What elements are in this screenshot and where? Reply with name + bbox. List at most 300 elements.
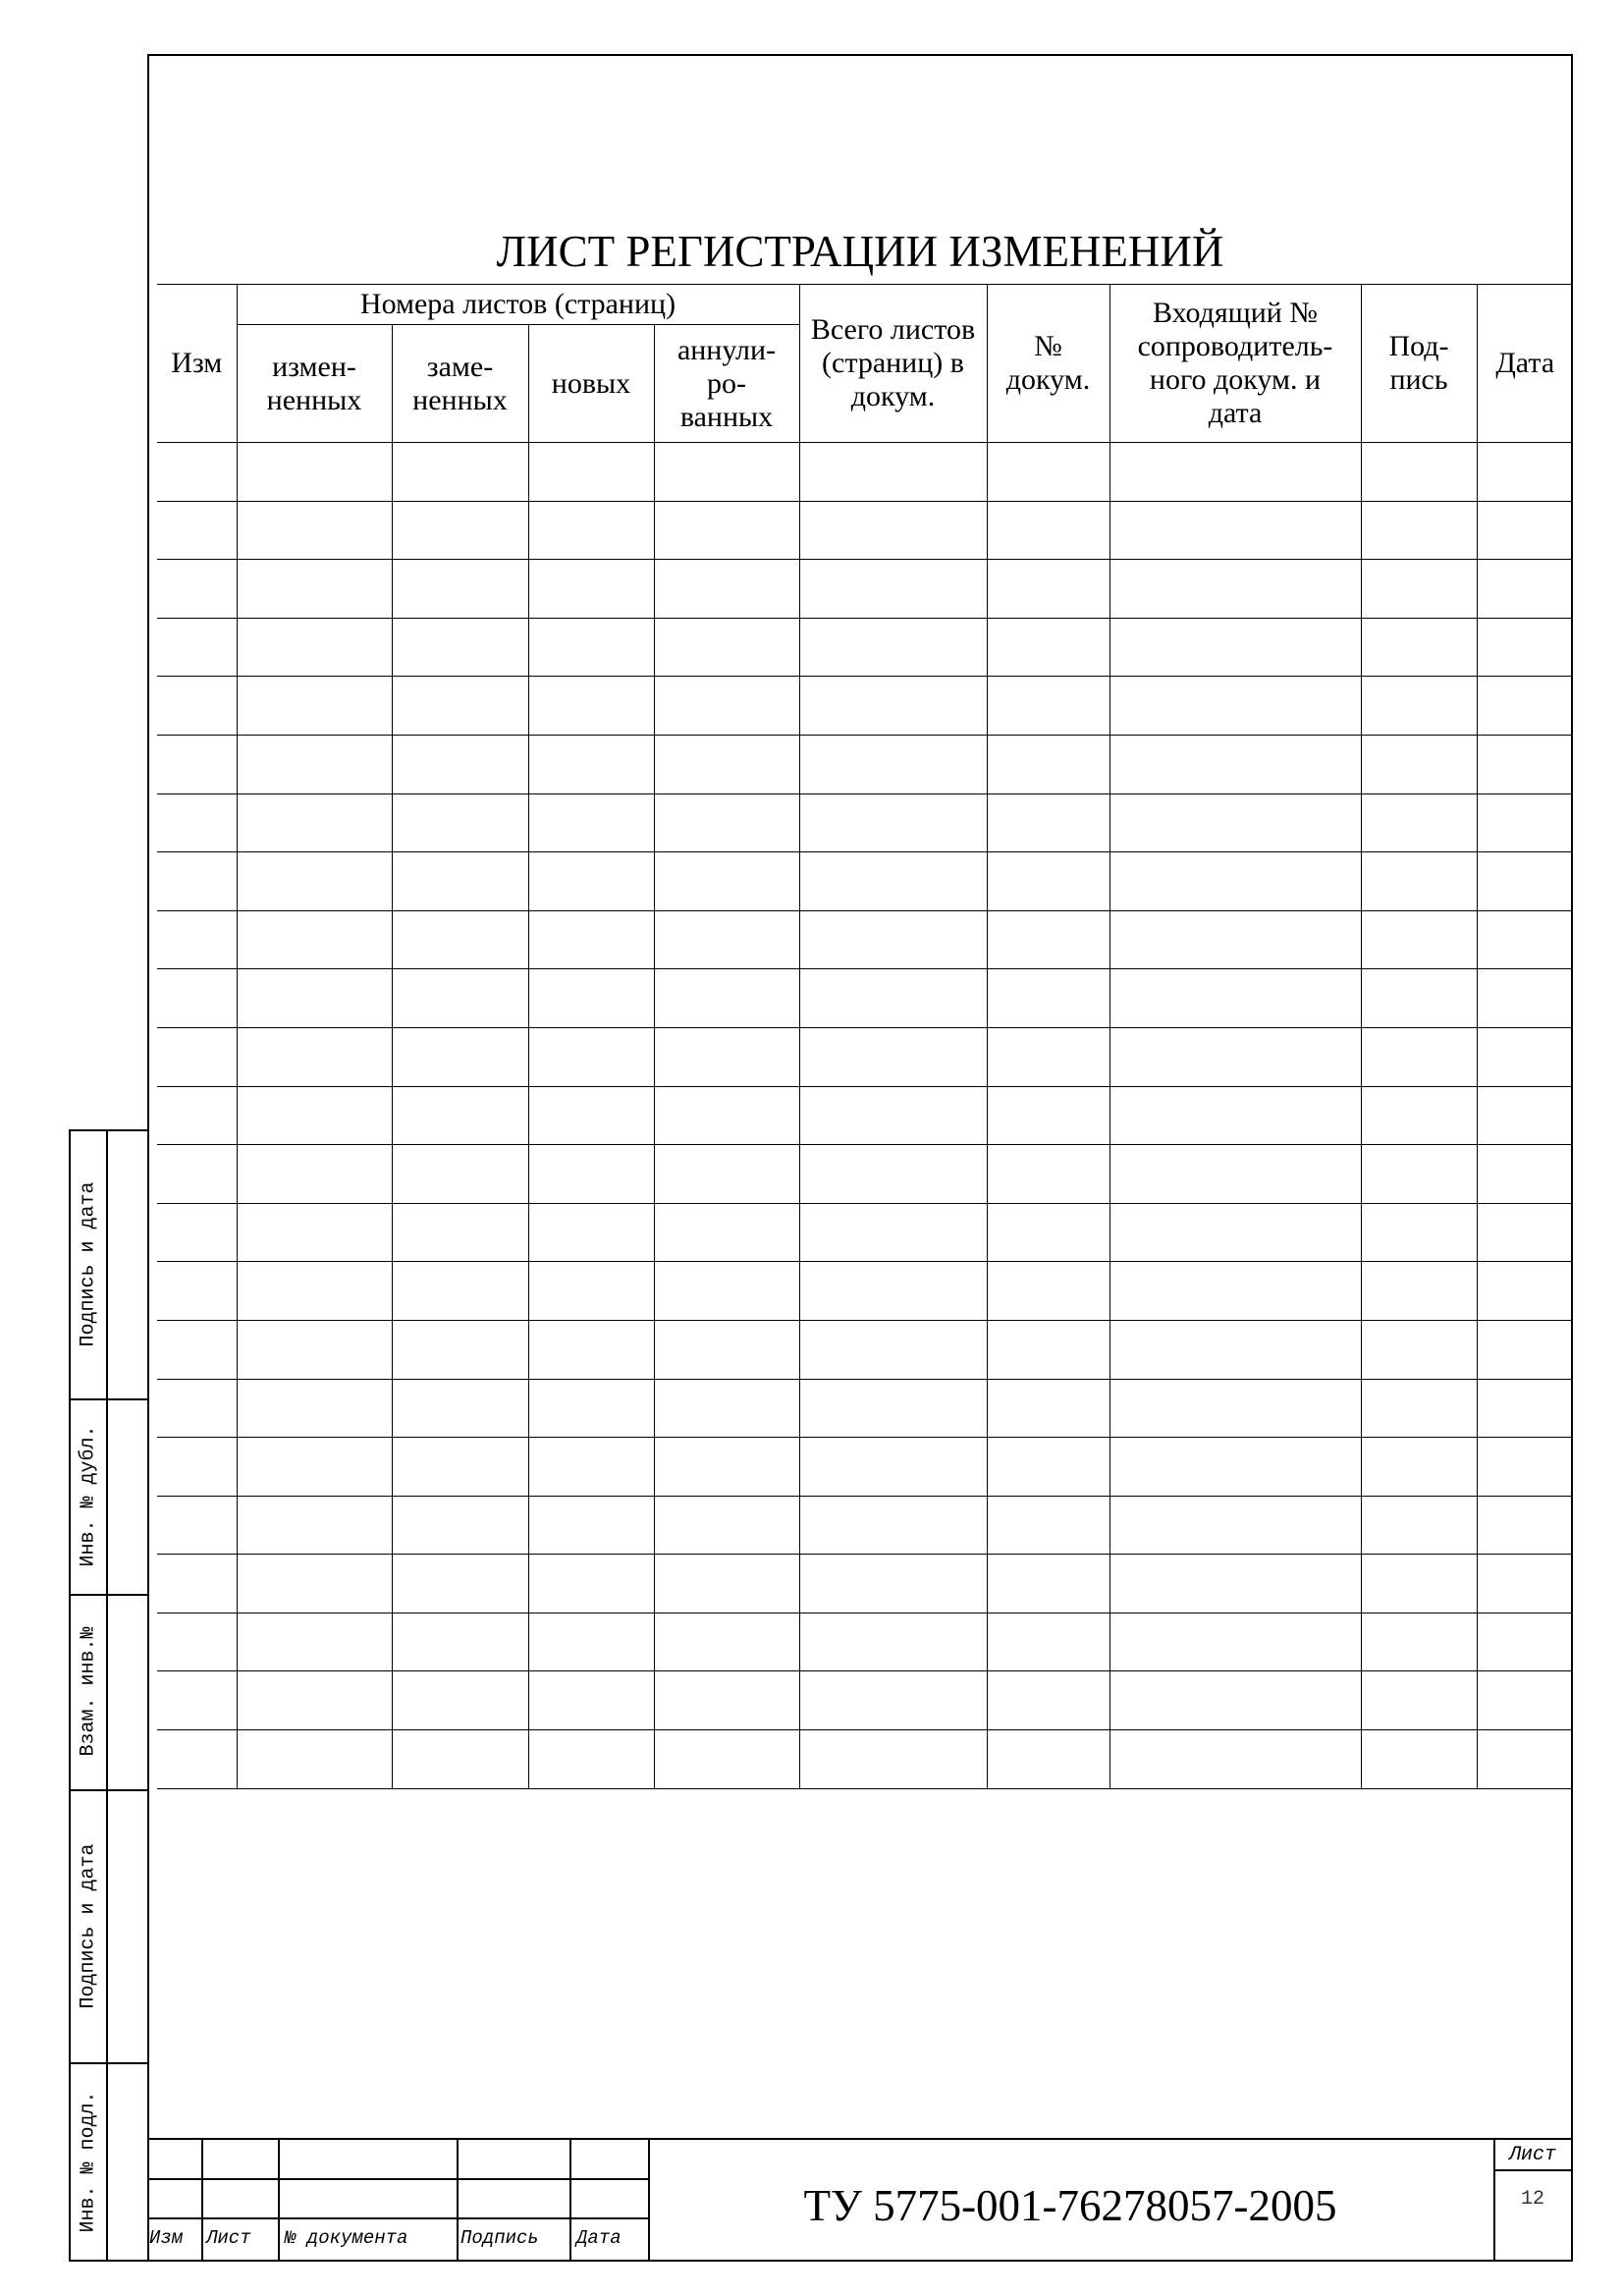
table-row [157,501,1573,560]
sheet-label: Лист [1508,2144,1556,2166]
table-cell [1109,501,1361,560]
col-doc-no [987,285,1109,443]
table-cell [528,1027,654,1086]
side-label-text: Инв. № дубл. [77,1425,100,1567]
table-cell [392,1496,528,1555]
sheet-number: 12 [1520,2188,1544,2211]
title-block-col-line [569,2138,571,2262]
col-replaced [392,325,528,443]
col-izm: Изм [157,285,237,443]
table-cell [654,852,799,911]
table-cell [157,910,237,969]
table-cell [654,1262,799,1321]
tb-signature-label: Подпись [460,2227,539,2249]
table-cell [392,969,528,1028]
sheet-cell-divider [1493,2169,1573,2171]
table-cell [392,852,528,911]
table-cell [1477,1496,1573,1555]
table-cell [799,1086,987,1145]
table-cell [157,852,237,911]
title-block-row-line [147,2178,648,2180]
table-row [157,793,1573,852]
table-cell [528,969,654,1028]
table-cell [1477,793,1573,852]
col-replaced-label: заме-ненных [412,350,508,416]
table-cell [528,1438,654,1497]
table-cell [1361,1203,1477,1262]
table-cell [237,501,392,560]
table-cell [528,1730,654,1789]
table-cell [654,1730,799,1789]
table-cell [157,1496,237,1555]
col-annulled [654,325,799,443]
table-cell [528,1555,654,1613]
side-label-text: Взам. инв.№ [77,1626,100,1757]
table-cell [1109,677,1361,736]
table-cell [987,793,1109,852]
table-row [157,1203,1573,1262]
table-cell [392,560,528,619]
col-incoming-label: Входящий № сопроводитель-ного докум. и дата [1137,297,1333,429]
table-cell [654,1379,799,1438]
table-cell [1361,501,1477,560]
table-cell [1361,1320,1477,1379]
col-new: новых [528,325,654,443]
table-cell [392,501,528,560]
table-cell [528,677,654,736]
table-cell [654,735,799,793]
table-cell [528,735,654,793]
table-cell [987,1379,1109,1438]
table-cell [987,560,1109,619]
table-row [157,1320,1573,1379]
table-cell [1109,793,1361,852]
table-cell [799,1145,987,1204]
table-cell [799,1613,987,1671]
table-cell [1361,910,1477,969]
table-cell [799,1203,987,1262]
table-row [157,969,1573,1028]
page-title: ЛИСТ РЕГИСТРАЦИИ ИЗМЕНЕНИЙ [496,227,1224,276]
table-cell [987,1730,1109,1789]
title-block-row-line [147,2217,648,2219]
change-registration-table [157,284,1573,1789]
table-cell [1361,618,1477,677]
table-cell [1477,1027,1573,1086]
col-signature [1361,285,1477,443]
table-cell [157,735,237,793]
table-cell [157,560,237,619]
table-cell [237,1496,392,1555]
table-cell [157,1671,237,1730]
table-cell [1109,1555,1361,1613]
table-cell [654,1555,799,1613]
table-cell [987,1262,1109,1321]
table-cell [528,1613,654,1671]
tb-list-label: Лист [206,2227,251,2249]
table-cell [987,1203,1109,1262]
table-cell [987,910,1109,969]
col-doc-no-label: № докум. [1005,330,1091,396]
side-label-sign-date-2 [69,1789,108,2062]
table-cell [987,969,1109,1028]
table-cell [987,1027,1109,1086]
table-cell [1361,1555,1477,1613]
table-row [157,852,1573,911]
table-cell [1477,501,1573,560]
table-cell [987,1438,1109,1497]
table-cell [1361,1613,1477,1671]
table-cell [392,1086,528,1145]
table-cell [1109,1379,1361,1438]
table-cell [392,735,528,793]
table-cell [799,560,987,619]
table-cell [157,1730,237,1789]
col-changed [237,325,392,443]
table-cell [237,1379,392,1438]
table-cell [1109,1027,1361,1086]
table-cell [528,852,654,911]
col-annulled-label: аннули-ро-ванных [676,333,777,433]
table-cell [1361,852,1477,911]
table-cell [157,969,237,1028]
table-cell [654,443,799,502]
table-cell [1109,1671,1361,1730]
table-cell [157,1203,237,1262]
table-cell [392,1555,528,1613]
table-cell [799,1379,987,1438]
table-row [157,1555,1573,1613]
table-row [157,1671,1573,1730]
side-label-vzam-inv [69,1594,108,1789]
table-cell [799,618,987,677]
table-cell [799,1320,987,1379]
group-sheet-numbers: Номера листов (страниц) [237,285,799,325]
table-cell [237,1262,392,1321]
table-cell [1361,1379,1477,1438]
table-cell [237,910,392,969]
table-cell [1361,1438,1477,1497]
table-cell [1361,677,1477,736]
table-row [157,1438,1573,1497]
table-cell [157,443,237,502]
table-cell [799,1027,987,1086]
table-cell [392,1671,528,1730]
table-cell [1109,1320,1361,1379]
table-cell [392,1379,528,1438]
table-cell [654,969,799,1028]
table-cell [528,910,654,969]
table-cell [1109,443,1361,502]
tb-izm-label: Изм [149,2227,184,2249]
table-cell [799,852,987,911]
table-cell [987,1086,1109,1145]
table-cell [392,910,528,969]
table-cell [237,677,392,736]
table-cell [392,1203,528,1262]
table-cell [237,1438,392,1497]
table-cell [1361,1086,1477,1145]
table-cell [1109,1438,1361,1497]
table-cell [1361,793,1477,852]
table-cell [654,1203,799,1262]
table-cell [987,1555,1109,1613]
table-row [157,1613,1573,1671]
table-cell [157,1262,237,1321]
table-cell [1109,852,1361,911]
table-cell [987,443,1109,502]
table-cell [1477,443,1573,502]
table-cell [799,677,987,736]
table-cell [392,1145,528,1204]
table-cell [237,1320,392,1379]
table-cell [654,1086,799,1145]
table-cell [1109,1203,1361,1262]
table-cell [528,560,654,619]
table-cell [1361,969,1477,1028]
table-cell [237,1145,392,1204]
col-incoming [1109,285,1361,443]
col-changed-label: измен-ненных [266,350,362,416]
table-cell [157,618,237,677]
table-cell [237,1086,392,1145]
table-row [157,1086,1573,1145]
table-cell [799,910,987,969]
table-cell [987,1145,1109,1204]
table-cell [1361,443,1477,502]
table-cell [237,735,392,793]
table-cell [528,1145,654,1204]
table-cell [392,1262,528,1321]
table-cell [1109,1496,1361,1555]
table-cell [1109,560,1361,619]
table-cell [654,1027,799,1086]
table-cell [528,501,654,560]
table-cell [799,1730,987,1789]
table-cell [654,910,799,969]
table-row [157,735,1573,793]
side-label-text: Подпись и дата [77,1180,100,1347]
table-cell [528,793,654,852]
table-cell [1109,910,1361,969]
table-cell [528,1496,654,1555]
table-cell [528,618,654,677]
table-cell [392,1730,528,1789]
table-cell [157,1320,237,1379]
table-cell [157,1613,237,1671]
table-row [157,1262,1573,1321]
table-cell [987,852,1109,911]
table-row [157,677,1573,736]
table-cell [1477,1613,1573,1671]
title-block-col-line [278,2138,280,2262]
table-cell [654,1496,799,1555]
table-body [157,443,1573,1789]
table-cell [654,501,799,560]
table-cell [237,1730,392,1789]
table-cell [157,1145,237,1204]
table-cell [1109,1086,1361,1145]
table-cell [654,560,799,619]
table-cell [799,735,987,793]
table-cell [1361,1496,1477,1555]
table-cell [1477,1730,1573,1789]
table-cell [237,618,392,677]
table-cell [1477,1203,1573,1262]
table-cell [799,1262,987,1321]
table-cell [157,793,237,852]
document-number: ТУ 5775-001-76278057-2005 [803,2181,1337,2230]
table-cell [799,969,987,1028]
table-cell [1477,735,1573,793]
table-row [157,1379,1573,1438]
table-cell [1477,677,1573,736]
table-cell [157,1027,237,1086]
table-cell [987,1613,1109,1671]
table-cell [528,1086,654,1145]
table-cell [1361,735,1477,793]
table-cell [1361,1671,1477,1730]
table-row [157,1027,1573,1086]
table-cell [654,793,799,852]
title-block-col-line [457,2138,459,2262]
table-cell [987,1320,1109,1379]
table-cell [157,1086,237,1145]
table-cell [528,1671,654,1730]
table-cell [1477,969,1573,1028]
table-row [157,443,1573,502]
side-label-text: Инв. № подл. [77,2091,100,2233]
table-cell [237,1555,392,1613]
side-label-text: Подпись и дата [77,1842,100,2009]
table-cell [987,735,1109,793]
table-cell [799,1438,987,1497]
table-cell [237,852,392,911]
table-cell [1109,969,1361,1028]
table-cell [1477,1320,1573,1379]
table-cell [1477,1379,1573,1438]
table-cell [654,1613,799,1671]
table-cell [392,1438,528,1497]
table-cell [237,560,392,619]
table-cell [1477,1262,1573,1321]
table-cell [987,1671,1109,1730]
table-cell [1361,560,1477,619]
table-cell [1109,735,1361,793]
table-cell [237,1203,392,1262]
table-cell [1477,618,1573,677]
title-block-top-border [147,2138,1573,2140]
side-label-sign-date-1 [69,1129,108,1398]
table-cell [1477,560,1573,619]
table-cell [528,443,654,502]
title-block-col-line [201,2138,203,2262]
table-cell [987,501,1109,560]
table-cell [799,501,987,560]
table-row [157,1730,1573,1789]
tb-doc-no-label: № документа [285,2227,408,2249]
table-cell [1477,1438,1573,1497]
table-cell [1109,1730,1361,1789]
table-cell [392,443,528,502]
table-cell [1477,1671,1573,1730]
table-cell [799,1555,987,1613]
table-cell [237,1671,392,1730]
table-row [157,560,1573,619]
table-cell [1361,1027,1477,1086]
table-row [157,618,1573,677]
table-cell [987,1496,1109,1555]
col-total-sheets [799,285,987,443]
table-cell [654,1671,799,1730]
table-cell [654,1438,799,1497]
table-cell [987,677,1109,736]
table-cell [157,1555,237,1613]
col-date: Дата [1477,285,1573,443]
table-cell [654,1145,799,1204]
table-cell [799,1671,987,1730]
table-cell [157,1379,237,1438]
table-cell [157,1438,237,1497]
col-signature-label: Под-пись [1388,330,1449,396]
table-cell [528,1262,654,1321]
table-cell [157,677,237,736]
side-label-inv-dup [69,1398,108,1594]
table-cell [528,1379,654,1438]
table-cell [1109,1145,1361,1204]
table-cell [1361,1730,1477,1789]
table-cell [799,793,987,852]
side-label-inv-orig [69,2062,108,2262]
table-cell [237,969,392,1028]
table-cell [1477,910,1573,969]
table-cell [528,1203,654,1262]
table-cell [987,618,1109,677]
table-cell [1109,1613,1361,1671]
table-cell [528,1320,654,1379]
table-cell [654,618,799,677]
table-row [157,910,1573,969]
table-cell [237,443,392,502]
table-cell [1361,1145,1477,1204]
table-cell [157,501,237,560]
table-cell [1109,618,1361,677]
table-row [157,1145,1573,1204]
table-cell [392,1027,528,1086]
tb-date-label: Дата [576,2227,622,2249]
table-cell [237,793,392,852]
table-cell [1109,1262,1361,1321]
table-cell [392,793,528,852]
table-cell [1477,1555,1573,1613]
table-cell [237,1027,392,1086]
table-cell [392,618,528,677]
table-cell [1477,1086,1573,1145]
table-row [157,1496,1573,1555]
table-cell [392,677,528,736]
table-cell [392,1320,528,1379]
table-cell [654,1320,799,1379]
table-cell [799,443,987,502]
table-cell [237,1613,392,1671]
table-cell [654,677,799,736]
table-cell [392,1613,528,1671]
table-cell [1477,852,1573,911]
table-cell [799,1496,987,1555]
table-cell [1361,1262,1477,1321]
col-total-sheets-label: Всего листов (страниц) в докум. [810,313,976,412]
table-cell [1477,1145,1573,1204]
